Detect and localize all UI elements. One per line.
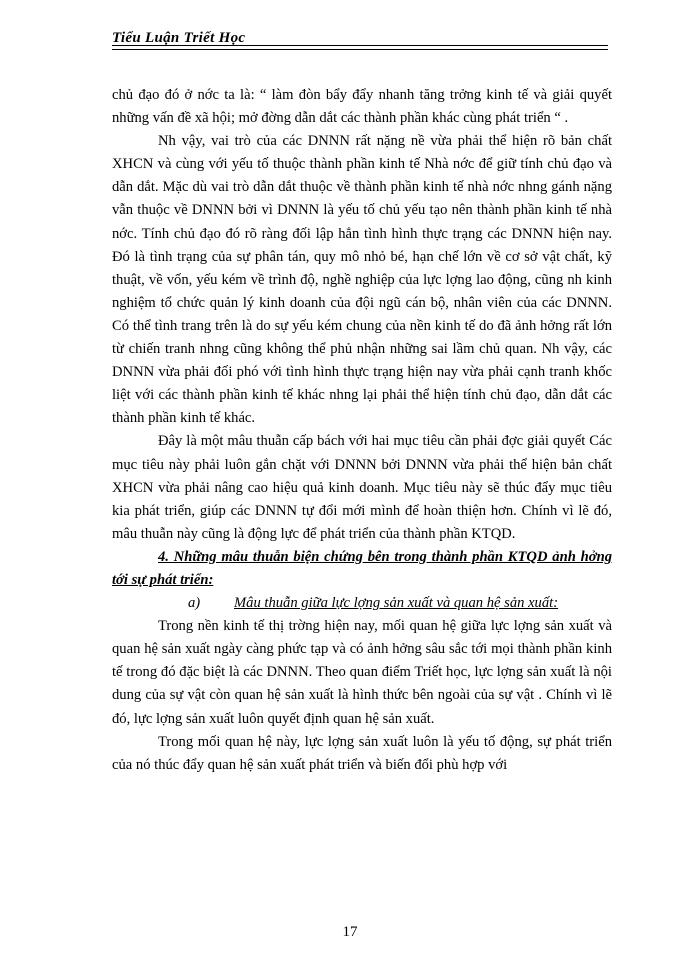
header-rule	[112, 45, 608, 46]
paragraph: Trong nền kinh tế thị trờng hiện nay, mối quan hệ giữa lực lợng sản xuất và quan hệ sản xuất ngày càng phức tạp và có ảnh hởng sâu sắc tới mọi thành phần kinh tế trong đó đặc biệt là các DNNN. Theo quan điểm Triết học, lực lợng sản xuất là nội dung của sự vật còn quan hệ sản xuất là hình thức bên ngoài của sự vật . Chính vì lẽ đó, lực lợng sản xuất luôn quyết định quan hệ sản xuất.	[112, 618, 612, 727]
page-header	[112, 28, 608, 50]
page-number: 17	[342, 924, 358, 940]
sub-heading	[112, 592, 612, 615]
paragraph: Nh vậy, vai trò của các DNNN rất nặng nề vừa phải thể hiện rõ bản chất XHCN và cùng với yếu tố thuộc thành phần kinh tế Nhà nớc để giữ tính chủ đạo và dẫn dắt. Mặc dù vai trò dẫn dắt thuộc về thành phần kinh tế nhà nớc nhng gánh nặng vẫn thuộc về DNNN bởi vì DNNN là yếu tố chủ yếu tạo nên thành phần kinh tế nhà nớc. Tính chủ đạo đó rõ ràng đối lập hẳn tình hình thực trạng các DNNN hiện nay. Đó là tình trạng của sự phân tán, quy mô nhỏ bé, hạn chế lớn về cơ sở vật chất, kỹ thuật, về vốn, yếu kém về trình độ, nghề nghiệp của lực lợng lao động, cũng nh kinh nghiệm tổ chức quản lý kinh doanh của đội ngũ cán bộ, nhân viên của các DNNN. Có thể tình trang trên là do sự yếu kém chung của nền kinh tế do đã ảnh hởng rất lớn từ chiến tranh nhng cũng không thể phủ nhận những sai lầm chủ quan. Nh vậy, các DNNN vừa phải đối phó với tình hình thực trạng hiện nay vừa phải cạnh tranh khốc liệt với các thành phần kinh tế khác nhng lại phải thể hiện tính chủ đạo, dẫn dắt các thành phần kinh tế khác.	[112, 133, 612, 427]
header-rule-thin	[112, 49, 608, 50]
header-title: Tiểu Luận Triết Học	[112, 30, 246, 46]
sub-heading-text: Mâu thuẫn giữa lực lợng sản xuất và quan hệ sản xuất:	[234, 595, 559, 612]
paragraph: Trong mối quan hệ này, lực lợng sản xuất luôn là yếu tố động, sự phát triển của nó thúc đẩy quan hệ sản xuất phát triển và biến đổi phù hợp với	[112, 733, 612, 773]
paragraph: chủ đạo đó ở nớc ta là: “ làm đòn bẩy đẩy nhanh tăng trởng kinh tế và giải quyết những vấn đề xã hội; mở đờng dẫn dắt các thành phần khác cùng phát triển “ .	[112, 87, 612, 127]
sub-heading-marker: a)	[188, 595, 201, 612]
paragraph: Đây là một mâu thuẫn cấp bách với hai mục tiêu cần phải đợc giải quyết Các mục tiêu này phải luôn gắn chặt với DNNN bởi DNNN vừa phải thể hiện bản chất XHCN vừa phải nâng cao hiệu quả kinh doanh. Mục tiêu này sẽ thúc đẩy mục tiêu kia phát triển, giúp các DNNN tự đổi mới mình để hoàn thiện hơn. Chính vì lẽ đó, mâu thuẫn này cũng là động lực để phát triển của thành phần KTQD.	[112, 433, 612, 542]
section-heading: 4. Những mâu thuẫn biện chứng bên trong thành phần KTQD ảnh hởng tới sự phát triển:	[112, 548, 612, 588]
document-body	[112, 84, 612, 777]
